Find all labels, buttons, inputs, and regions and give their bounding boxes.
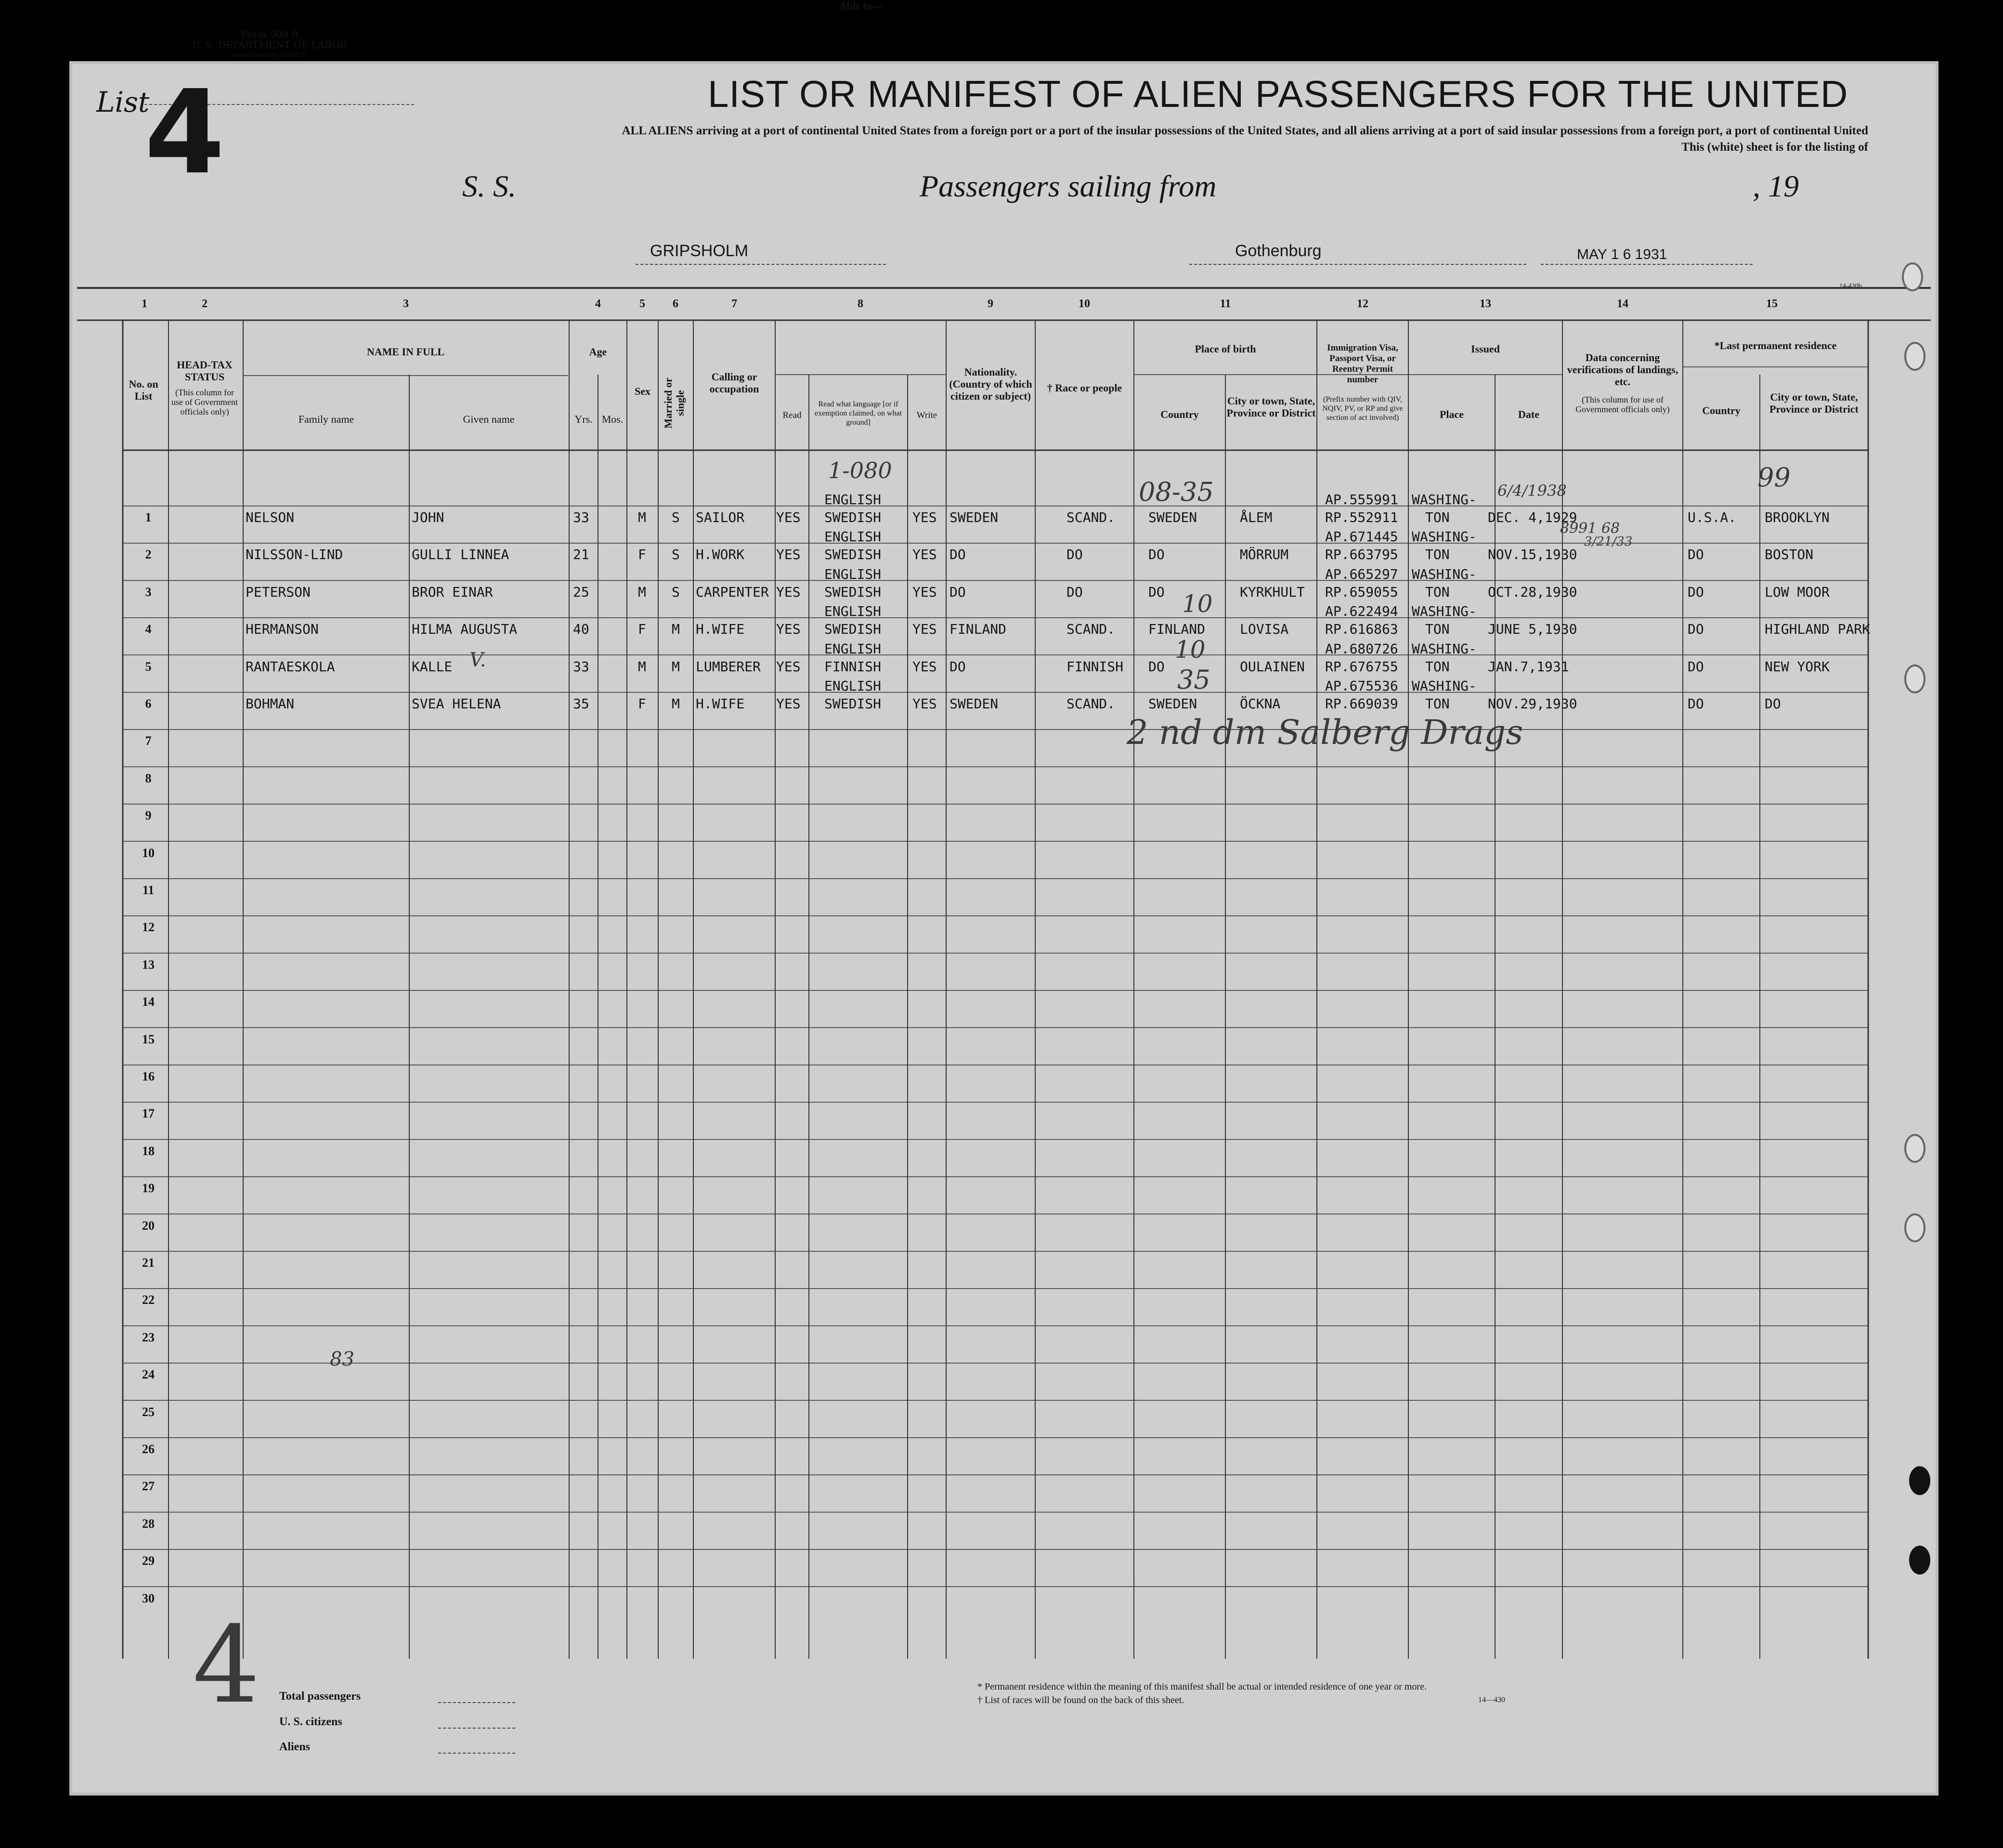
- passenger-res-country: DO: [1688, 584, 1704, 600]
- column-number: 13: [1480, 298, 1491, 310]
- passenger-res-country: DO: [1688, 621, 1704, 638]
- passenger-date: JUNE 5,1930: [1488, 621, 1577, 638]
- passenger-write: YES: [912, 696, 937, 712]
- header-name-in-full: NAME IN FULL: [366, 346, 445, 358]
- passenger-res-city: NEW YORK: [1765, 658, 1830, 675]
- passenger-language1: ENGLISH: [824, 678, 882, 694]
- column-number: 8: [858, 298, 863, 310]
- row-number: 9: [145, 808, 152, 823]
- row-number: 20: [142, 1218, 155, 1233]
- handwritten-page-note: 83: [330, 1348, 354, 1370]
- row-number: 15: [142, 1032, 155, 1046]
- row-number: 12: [142, 920, 155, 935]
- passenger-given: KALLE: [412, 658, 453, 675]
- row-number: 2: [145, 547, 152, 562]
- passenger-date: NOV.15,1930: [1488, 547, 1577, 563]
- header-race: † Race or people: [1047, 382, 1122, 394]
- passenger-family: HERMANSON: [246, 621, 319, 638]
- passenger-write: YES: [912, 584, 937, 600]
- passenger-language2: SWEDISH: [824, 696, 882, 712]
- passenger-write: YES: [912, 509, 937, 525]
- passenger-race: SCAND.: [1067, 621, 1116, 638]
- passenger-race: FINNISH: [1067, 658, 1124, 675]
- column-number: 11: [1220, 298, 1231, 310]
- punch-hole: [1909, 1466, 1930, 1495]
- passenger-res-city: BROOKLYN: [1765, 509, 1830, 525]
- passenger-date: DEC. 4,1929: [1488, 509, 1577, 525]
- row-number: 4: [145, 622, 152, 637]
- passenger-family: NILSSON-LIND: [246, 547, 343, 563]
- department-name: U. S. DEPARTMENT OF LABOR: [192, 39, 347, 51]
- passenger-place2: TON: [1425, 621, 1450, 638]
- passenger-language1: ENGLISH: [824, 492, 882, 508]
- passenger-read: YES: [776, 696, 801, 712]
- aliens-label: Aliens: [279, 1741, 311, 1753]
- passenger-visa1: AP.680726: [1325, 640, 1398, 657]
- passenger-marital: M: [672, 621, 680, 638]
- passenger-visa1: AP.675536: [1325, 678, 1398, 694]
- header-place-of-birth: Place of birth: [1195, 343, 1256, 355]
- header-given-name: Given name: [463, 413, 515, 425]
- passenger-place1: WASHING-: [1412, 603, 1477, 620]
- passenger-birth-city: KYRKHULT: [1240, 584, 1305, 600]
- handwritten-age-note: 08-35: [1139, 477, 1214, 507]
- us-citizens-line: [438, 1728, 515, 1729]
- header-sex: Sex: [635, 385, 650, 397]
- passenger-given: SVEA HELENA: [412, 696, 501, 712]
- punch-hole: [1904, 664, 1925, 693]
- passenger-given: GULLI LINNEA: [412, 547, 509, 563]
- passenger-res-city: LOW MOOR: [1765, 584, 1830, 600]
- passenger-yrs: 40: [573, 621, 589, 638]
- row-number: 6: [145, 697, 152, 711]
- row-number: 13: [142, 957, 155, 972]
- row-number: 8: [145, 771, 152, 785]
- passenger-marital: S: [672, 509, 680, 525]
- passenger-nationality: SWEDEN: [949, 696, 999, 712]
- passenger-read: YES: [776, 547, 801, 563]
- handwritten-issued-note: 6/4/1938: [1497, 482, 1567, 500]
- passenger-read: YES: [776, 509, 801, 525]
- column-number: 2: [202, 298, 208, 310]
- form-number: Form 500 B: [241, 28, 299, 40]
- row-number: 3: [145, 585, 152, 599]
- punch-hole: [1904, 342, 1925, 371]
- passenger-birth-country: DO: [1148, 584, 1165, 600]
- passenger-place2: TON: [1425, 696, 1450, 712]
- page-title: LIST OR MANIFEST OF ALIEN PASSENGERS FOR THE UNITED: [708, 73, 1848, 115]
- row-number: 30: [142, 1591, 155, 1605]
- passenger-res-city: BOSTON: [1765, 547, 1814, 563]
- passenger-res-city: DO: [1765, 696, 1781, 712]
- handwritten-initial: V.: [469, 649, 486, 671]
- passenger-res-city: HIGHLAND PARK: [1765, 621, 1871, 638]
- passenger-birth-country: DO: [1148, 658, 1165, 675]
- footnote-residence: * Permanent residence within the meaning of this manifest shall be actual or intended residence of one year or more.: [977, 1681, 1427, 1692]
- column-number: 6: [673, 298, 678, 310]
- column-number: 15: [1766, 298, 1778, 310]
- passenger-nationality: DO: [949, 658, 966, 675]
- passenger-read: YES: [776, 658, 801, 675]
- passenger-given: HILMA AUGUSTA: [412, 621, 518, 638]
- header-family-name: Family name: [298, 413, 354, 425]
- punch-hole: [1904, 1213, 1925, 1242]
- column-number: 12: [1357, 298, 1368, 310]
- header-visa: Immigration Visa, Passport Visa, or Reentry Permit number: [1327, 343, 1398, 385]
- passenger-occupation: LUMBERER: [696, 658, 761, 675]
- passenger-birth-city: ÅLEM: [1240, 509, 1273, 525]
- row-number: 18: [142, 1144, 155, 1158]
- row-number: 27: [142, 1479, 155, 1494]
- service-name: IMMIGRATION SERVICE: [232, 52, 307, 59]
- footnote-races: † List of races will be found on the back of this sheet.: [977, 1695, 1184, 1705]
- handwritten-list-number: 4: [193, 1603, 260, 1727]
- header-issued-place: Place: [1439, 408, 1464, 420]
- header-months: Mos.: [601, 413, 624, 425]
- punch-hole: [1909, 1546, 1930, 1575]
- passenger-race: SCAND.: [1067, 696, 1116, 712]
- passenger-language2: SWEDISH: [824, 621, 882, 638]
- passenger-visa1: AP.665297: [1325, 566, 1398, 582]
- handwritten-number-35: 35: [1177, 664, 1210, 695]
- passenger-place2: TON: [1425, 658, 1450, 675]
- passenger-place1: WASHING-: [1412, 492, 1477, 508]
- list-label: List: [96, 86, 150, 118]
- passenger-language1: ENGLISH: [824, 603, 882, 620]
- passenger-place1: WASHING-: [1412, 529, 1477, 545]
- passenger-sex: M: [638, 658, 646, 675]
- row-number: 25: [142, 1405, 155, 1419]
- ship-name: GRIPSHOLM: [650, 242, 749, 260]
- passenger-yrs: 35: [573, 696, 589, 712]
- header-age: Age: [589, 346, 607, 358]
- sailing-from-label: Passengers sailing from: [920, 169, 1217, 203]
- row-number: 7: [145, 734, 152, 748]
- header-able-to: Able to—: [839, 0, 883, 12]
- passenger-sex: M: [638, 509, 646, 525]
- column-number: 5: [639, 298, 645, 310]
- passenger-language1: ENGLISH: [824, 529, 882, 545]
- passenger-res-country: DO: [1688, 547, 1704, 563]
- passenger-nationality: FINLAND: [949, 621, 1007, 638]
- passenger-place1: WASHING-: [1412, 566, 1477, 582]
- header-residence-country: Country: [1702, 404, 1741, 416]
- row-number: 14: [142, 995, 155, 1009]
- footnote-code: 14—430: [1478, 1696, 1505, 1704]
- handwritten-code: 1-080: [828, 457, 892, 483]
- header-no-on-list: No. on List: [129, 378, 158, 402]
- passenger-given: JOHN: [412, 509, 444, 525]
- passenger-visa1: AP.671445: [1325, 529, 1398, 545]
- passenger-date: OCT.28,1930: [1488, 584, 1577, 600]
- passenger-family: PETERSON: [246, 584, 311, 600]
- passenger-nationality: DO: [949, 547, 966, 563]
- passenger-nationality: SWEDEN: [949, 509, 999, 525]
- header-issued: Issued: [1471, 343, 1500, 355]
- passenger-yrs: 21: [573, 547, 589, 563]
- passenger-write: YES: [912, 621, 937, 638]
- header-married: Married or single: [662, 377, 686, 429]
- passenger-marital: S: [672, 547, 680, 563]
- passenger-sex: F: [638, 696, 646, 712]
- header-residence-city: City or town, State, Province or District: [1769, 391, 1859, 415]
- handwritten-number-10: 10: [1182, 590, 1213, 618]
- passenger-birth-city: LOVISA: [1240, 621, 1289, 638]
- header-head-tax-note: (This column for use of Government officials only): [171, 388, 238, 416]
- list-number: 4: [144, 65, 225, 200]
- passenger-birth-country: SWEDEN: [1148, 509, 1197, 525]
- header-calling: Calling or occupation: [709, 371, 759, 395]
- header-write: Write: [916, 410, 937, 420]
- passenger-date: NOV.29,1930: [1488, 696, 1577, 712]
- row-number: 24: [142, 1367, 155, 1382]
- passenger-date: JAN.7,1931: [1488, 658, 1569, 675]
- row-number: 19: [142, 1181, 155, 1196]
- passenger-race: DO: [1067, 584, 1083, 600]
- ss-label: S. S.: [462, 169, 516, 203]
- passenger-language2: SWEDISH: [824, 547, 882, 563]
- row-number: 28: [142, 1516, 155, 1531]
- passenger-visa2: RP.669039: [1325, 696, 1398, 712]
- passenger-yrs: 33: [573, 658, 589, 675]
- year-prefix: , 19: [1753, 169, 1799, 203]
- column-number: 10: [1079, 298, 1090, 310]
- handwritten-verification-date: 3/21/33: [1584, 534, 1633, 549]
- passenger-race: DO: [1067, 547, 1083, 563]
- header-read-language: Read what language [or if exemption claimed, on what ground]: [814, 400, 902, 427]
- header-birth-city: City or town, State, Province or District: [1226, 395, 1316, 419]
- passenger-place1: WASHING-: [1412, 640, 1477, 657]
- passenger-marital: M: [672, 696, 680, 712]
- row-number: 17: [142, 1106, 155, 1121]
- passenger-sex: F: [638, 621, 646, 638]
- passenger-race: SCAND.: [1067, 509, 1116, 525]
- total-passengers-line: [438, 1702, 515, 1703]
- passenger-visa1: AP.622494: [1325, 603, 1398, 620]
- row-number: 22: [142, 1293, 155, 1307]
- passenger-given: BROR EINAR: [412, 584, 493, 600]
- column-number: 1: [142, 298, 147, 310]
- column-number: 7: [731, 298, 737, 310]
- date-stamp: MAY 1 6 1931: [1577, 247, 1667, 262]
- passenger-read: YES: [776, 584, 801, 600]
- total-passengers-label: Total passengers: [279, 1690, 361, 1703]
- passenger-res-country: DO: [1688, 696, 1704, 712]
- handwritten-residence-note: 99: [1757, 462, 1791, 493]
- passenger-write: YES: [912, 547, 937, 563]
- passenger-sex: M: [638, 584, 646, 600]
- row-number: 21: [142, 1256, 155, 1270]
- row-number: 10: [142, 846, 155, 860]
- punch-hole: [1902, 262, 1923, 291]
- punch-hole: [1904, 1134, 1925, 1163]
- passenger-place2: TON: [1425, 584, 1450, 600]
- passenger-place2: TON: [1425, 509, 1450, 525]
- header-verifications: Data concerning verifications of landings, etc.: [1567, 351, 1678, 388]
- passenger-family: NELSON: [246, 509, 295, 525]
- row-number: 23: [142, 1330, 155, 1344]
- passenger-birth-city: ÖCKNA: [1240, 696, 1281, 712]
- row-number: 16: [142, 1069, 155, 1083]
- subtitle-line-2: This (white) sheet is for the listing of: [1681, 141, 1868, 154]
- passenger-marital: S: [672, 584, 680, 600]
- passenger-place1: WASHING-: [1412, 678, 1477, 694]
- row-number: 1: [145, 510, 152, 524]
- passenger-visa1: AP.555991: [1325, 492, 1398, 508]
- passenger-occupation: H.WIFE: [696, 621, 745, 638]
- passenger-visa2: RP.616863: [1325, 621, 1398, 638]
- passenger-nationality: DO: [949, 584, 966, 600]
- passenger-language1: ENGLISH: [824, 566, 882, 582]
- passenger-occupation: SAILOR: [696, 509, 745, 525]
- passenger-visa2: RP.659055: [1325, 584, 1398, 600]
- passenger-language2: SWEDISH: [824, 509, 882, 525]
- header-nationality: Nationality. (Country of which citizen or subject): [949, 366, 1032, 402]
- passenger-family: RANTAESKOLA: [246, 658, 335, 675]
- aliens-line: [438, 1753, 515, 1754]
- column-number: 14: [1617, 298, 1628, 310]
- passenger-visa2: RP.663795: [1325, 547, 1398, 563]
- us-citizens-label: U. S. citizens: [279, 1716, 342, 1728]
- passenger-res-country: DO: [1688, 658, 1704, 675]
- passenger-family: BOHMAN: [246, 696, 295, 712]
- passenger-marital: M: [672, 658, 680, 675]
- handwritten-verification-note: 8991 68: [1560, 520, 1620, 537]
- passenger-read: YES: [776, 621, 801, 638]
- subtitle-line-1: ALL ALIENS arriving at a port of continental United States from a foreign port or a port of the insular possessions of the United States, and all aliens arriving at a port of said insular possessions from a foreign port, a port of continental United: [622, 124, 1868, 137]
- passenger-language2: FINNISH: [824, 658, 882, 675]
- handwritten-number-10b: 10: [1175, 636, 1206, 664]
- passenger-occupation: H.WIFE: [696, 696, 745, 712]
- passenger-visa2: RP.552911: [1325, 509, 1398, 525]
- header-head-tax: HEAD-TAX STATUS: [177, 359, 233, 383]
- port-name: Gothenburg: [1235, 242, 1322, 260]
- row-number: 26: [142, 1442, 155, 1456]
- handwritten-signature: 2 nd dm Salberg Drags: [1127, 713, 1523, 752]
- header-last-residence: *Last permanent residence: [1714, 339, 1837, 351]
- passenger-birth-country: SWEDEN: [1148, 696, 1197, 712]
- passenger-occupation: CARPENTER: [696, 584, 769, 600]
- passenger-place2: TON: [1425, 547, 1450, 563]
- passenger-write: YES: [912, 658, 937, 675]
- row-number: 5: [145, 659, 152, 674]
- passenger-birth-country: DO: [1148, 547, 1165, 563]
- passenger-yrs: 33: [573, 509, 589, 525]
- passenger-language2: SWEDISH: [824, 584, 882, 600]
- header-birth-country: Country: [1160, 408, 1199, 420]
- passenger-birth-country: FINLAND: [1148, 621, 1206, 638]
- passenger-birth-city: OULAINEN: [1240, 658, 1305, 675]
- passenger-visa2: RP.676755: [1325, 658, 1398, 675]
- passenger-language1: ENGLISH: [824, 640, 882, 657]
- column-number: 3: [403, 298, 409, 310]
- column-number: 4: [595, 298, 601, 310]
- header-visa-note: (Prefix number with QIV, NQIV, PV, or RP and give section of act involved): [1322, 395, 1403, 422]
- row-number: 11: [142, 883, 155, 897]
- form-code: 14-430b: [1839, 283, 1862, 290]
- passenger-res-country: U.S.A.: [1688, 509, 1737, 525]
- passenger-sex: F: [638, 547, 646, 563]
- header-issued-date: Date: [1518, 408, 1539, 420]
- passenger-yrs: 25: [573, 584, 589, 600]
- row-number: 29: [142, 1554, 155, 1568]
- header-read: Read: [782, 410, 802, 420]
- header-years: Yrs.: [574, 413, 593, 425]
- column-number: 9: [988, 298, 993, 310]
- passenger-occupation: H.WORK: [696, 547, 745, 563]
- passenger-birth-city: MÖRRUM: [1240, 547, 1289, 563]
- header-verifications-note: (This column for use of Government officials only): [1575, 395, 1670, 414]
